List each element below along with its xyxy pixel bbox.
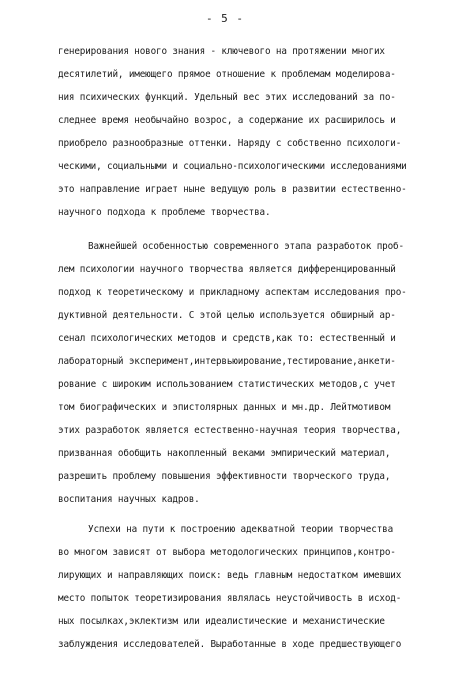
text-line: генерирования нового знания - ключевого на протяжении многих — [58, 46, 385, 57]
text-line: Успехи на пути к построению адекватной теории творчества — [88, 524, 394, 535]
text-line: во многом зависят от выбора методологических принципов,контро- — [58, 547, 396, 558]
text-line: рование с широким использованием статистических методов,с учет — [58, 379, 396, 390]
text-line: десятилетий, имеющего прямое отношение к проблемам моделирова- — [58, 69, 396, 80]
text-line: дуктивной деятельности. С этой целью используется обширный ар- — [58, 310, 396, 321]
text-line: разрешить проблему повышения эффективности творческого труда, — [58, 471, 391, 482]
text-line: лем психологии научного творчества является дифференцированный — [58, 264, 396, 275]
text-line: сенал психологических методов и средств,как то: естественный и — [58, 333, 396, 344]
text-line: это направление играет ныне ведущую роль в развитии естественно- — [58, 184, 407, 195]
page-number: - 5 - — [205, 12, 245, 25]
text-line: Важнейшей особенностью современного этапа разработок проб- — [88, 241, 404, 252]
text-line: подход к теоретическому и прикладному аспектам исследования про- — [58, 287, 407, 298]
text-line: призванная обобщить накопленный веками эмпирический материал, — [58, 448, 391, 459]
text-line: заблуждения исследователей. Выработанные в ходе предшествующего — [58, 639, 402, 650]
text-line: лабораторный эксперимент,интервьюирование,тестирование,анкети- — [58, 356, 396, 367]
text-line: научного подхода к проблеме творчества. — [58, 207, 271, 218]
text-line: воспитания научных кадров. — [58, 494, 200, 505]
text-line: ческими, социальными и социально-психологическими исследованиями — [58, 161, 407, 172]
text-line: этих разработок является естественно-научная теория творчества, — [58, 425, 402, 436]
text-line: ния психических функций. Удельный вес этих исследований за по- — [58, 92, 396, 103]
text-line: ных посылках,эклектизм или идеалистические и механистические — [58, 616, 385, 627]
text-line: следнее время необычайно возрос, а содержание их расширилось и — [58, 115, 396, 126]
text-line: место попыток теоретизирования являлась неустойчивость в исход- — [58, 593, 402, 604]
text-line: лирующих и направляющих поиск: ведь главным недостатком имевших — [58, 570, 402, 581]
text-line: том биографических и эпистолярных данных и мн.др. Лейтмотивом — [58, 402, 391, 413]
text-line: приобрело разнообразные оттенки. Наряду с собственно психологи- — [58, 138, 402, 149]
